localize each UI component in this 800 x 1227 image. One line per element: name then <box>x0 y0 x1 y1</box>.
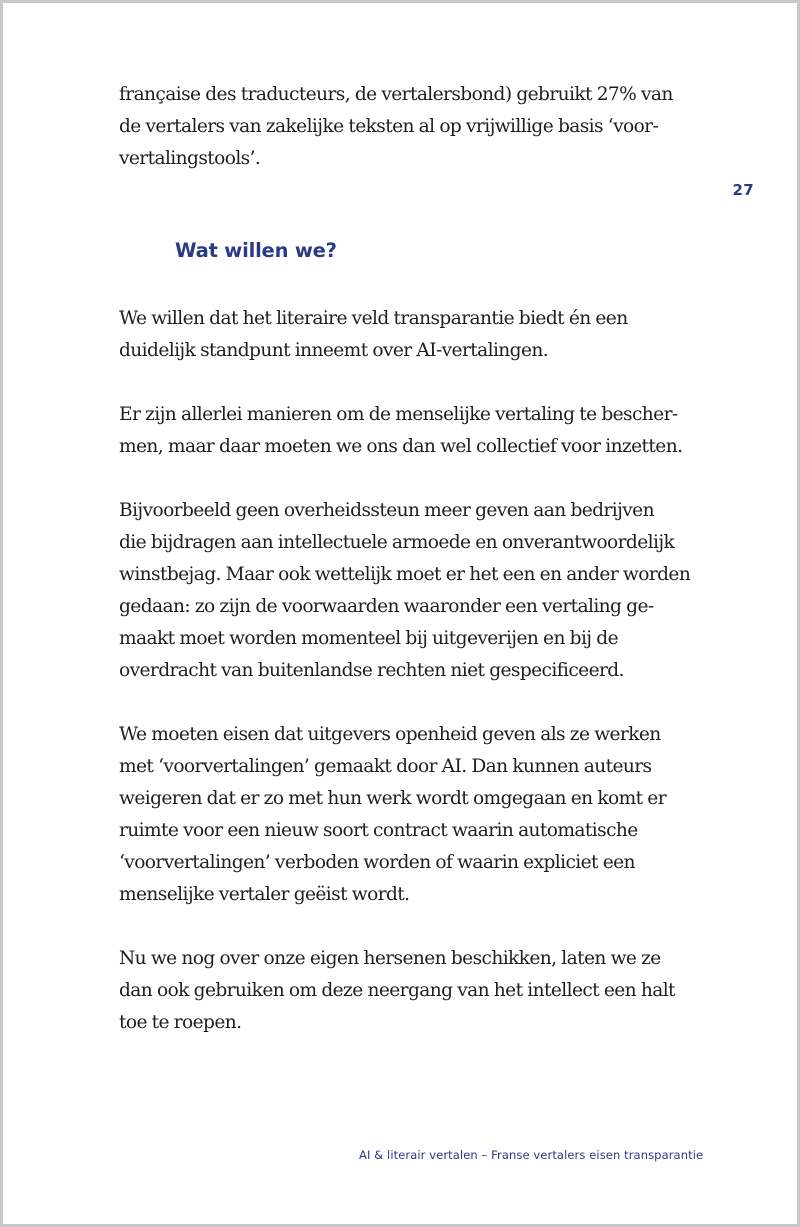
text-line: die bijdragen aan intellectuele armoede en onverantwoordelijk <box>119 532 675 553</box>
text-line: vertalingstools’. <box>119 148 261 169</box>
text-line: men, maar daar moeten we ons dan wel collectief voor inzetten. <box>119 436 683 457</box>
running-footer: AI & literair vertalen – Franse vertalers eisen transparantie <box>359 1148 704 1162</box>
text-line: menselijke vertaler geëist wordt. <box>119 884 410 905</box>
text-line: duidelijk standpunt inneemt over AI-vertalingen. <box>119 340 549 361</box>
text-line: de vertalers van zakelijke teksten al op vrijwillige basis ‘voor- <box>119 116 659 137</box>
text-line: weigeren dat er zo met hun werk wordt omgegaan en komt er <box>119 788 666 809</box>
text-line: dan ook gebruiken om deze neergang van het intellect een halt <box>119 980 675 1001</box>
text-line: toe te roepen. <box>119 1012 242 1033</box>
text-line: gedaan: zo zijn de voorwaarden waaronder een vertaling ge- <box>119 596 654 617</box>
page-number: 27 <box>732 181 754 199</box>
section-heading: Wat willen we? <box>175 239 337 262</box>
paragraph-transparency <box>119 303 719 367</box>
paragraph-protection <box>119 399 719 463</box>
text-line: met ‘voorvertalingen’ gemaakt door AI. Dan kunnen auteurs <box>119 756 652 777</box>
text-line: We willen dat het literaire veld transparantie biedt én een <box>119 308 628 329</box>
paragraph-intro-continuation <box>119 79 719 175</box>
text-line: overdracht van buitenlandse rechten niet gespecificeerd. <box>119 660 624 681</box>
paragraph-example <box>119 495 719 687</box>
text-line: Nu we nog over onze eigen hersenen beschikken, laten we ze <box>119 948 661 969</box>
text-line: Bijvoorbeeld geen overheidssteun meer geven aan bedrijven <box>119 500 654 521</box>
text-line: ruimte voor een nieuw soort contract waarin automatische <box>119 820 638 841</box>
paragraph-demands <box>119 719 719 911</box>
text-line: ‘voorvertalingen’ verboden worden of waarin expliciet een <box>119 852 635 873</box>
paragraph-closing <box>119 943 719 1039</box>
text-line: française des traducteurs, de vertalersbond) gebruikt 27% van <box>119 84 673 105</box>
text-line: winstbejag. Maar ook wettelijk moet er het een en ander worden <box>119 564 691 585</box>
text-line: Er zijn allerlei manieren om de menselijke vertaling te bescher- <box>119 404 678 425</box>
text-line: maakt moet worden momenteel bij uitgeverijen en bij de <box>119 628 618 649</box>
text-line: We moeten eisen dat uitgevers openheid geven als ze werken <box>119 724 661 745</box>
